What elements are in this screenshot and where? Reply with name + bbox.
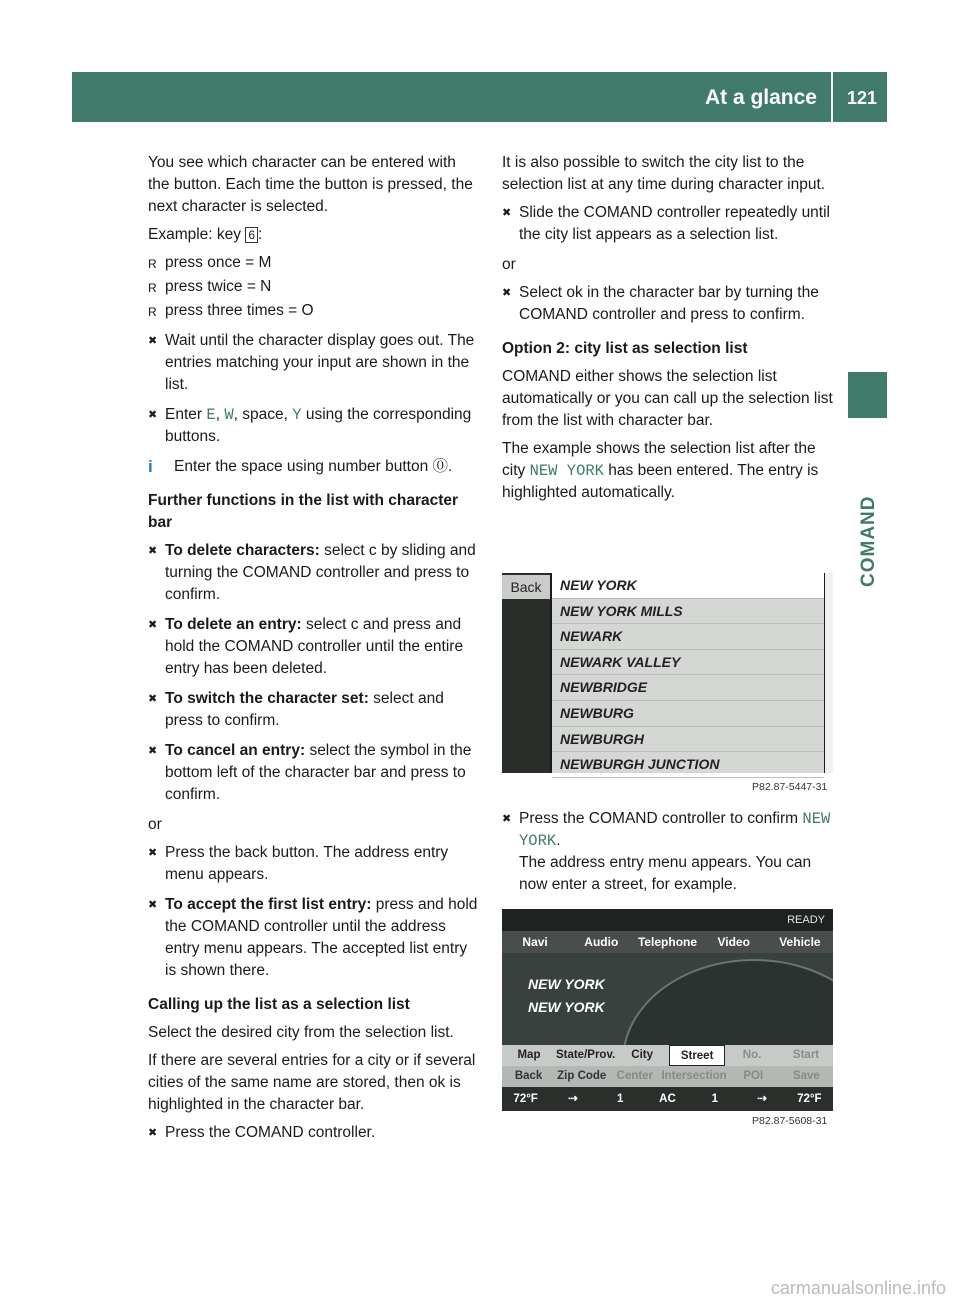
menu-intersection[interactable]: Intersection: [661, 1070, 727, 1082]
key-6-icon: 6: [245, 227, 258, 243]
body-text: Select the desired city from the selection list.: [148, 1024, 454, 1041]
step-wait: ✖ Wait until the character display goes out. The entries matching your input are shown in the list.: [148, 330, 481, 396]
menu-street[interactable]: Street: [669, 1045, 725, 1066]
section-title: At a glance: [704, 86, 817, 109]
main-menu: [502, 931, 833, 953]
step-switch-set: ✖ To switch the character set: select and press to confirm.: [148, 688, 481, 732]
map-area: [502, 953, 833, 1045]
step-accept: ✖ To accept the first list entry: press and hold the COMAND controller until the address entry menu appears. The accepted list entry is shown there.: [148, 894, 481, 982]
right-column-lower: [502, 808, 834, 904]
step-confirm: ✖ Press the COMAND controller to confirm NEW YORK. The address entry menu appears. You can now enter a street, for example.: [502, 808, 834, 896]
list-item[interactable]: NEWARK: [552, 624, 824, 650]
figure-caption: P82.87-5447-31: [752, 781, 828, 793]
right-column: [502, 152, 834, 510]
list-item: R press once = M: [148, 252, 481, 274]
section-heading: Option 2: city list as selection list: [502, 340, 748, 357]
temp-right: 72°F: [797, 1093, 822, 1105]
page-header: [72, 72, 887, 122]
menu-zip[interactable]: Zip Code: [557, 1070, 607, 1082]
list-item: R press three times = O: [148, 300, 481, 322]
page-number: 121: [846, 88, 877, 108]
intro-text: You see which character can be entered with the button. Each time the button is pressed, the next character is selected.: [148, 154, 473, 215]
side-tab: [848, 372, 887, 418]
city-list-screen: [502, 573, 833, 773]
or-text: or: [502, 256, 516, 273]
list-item[interactable]: NEW YORK MILLS: [552, 599, 824, 625]
list-item[interactable]: NEW YORK: [552, 573, 824, 599]
destination-city: NEW YORK: [528, 976, 605, 992]
menu-state[interactable]: State/Prov.: [555, 1049, 616, 1061]
list-item[interactable]: NEWBURGH JUNCTION: [552, 752, 824, 778]
menu-audio[interactable]: Audio: [584, 935, 619, 949]
list-item[interactable]: NEWBURGH: [552, 727, 824, 753]
or-text: or: [148, 816, 162, 833]
back-button[interactable]: Back: [502, 575, 550, 599]
body-text: It is also possible to switch the city list to the selection list at any time during character input.: [502, 154, 826, 193]
city-list: [552, 573, 824, 773]
body-text: COMAND either shows the selection list automatically or you can call up the selection list from the list with character bar.: [502, 368, 833, 429]
menu-number[interactable]: No.: [742, 1049, 762, 1061]
fan-right: 1: [711, 1093, 718, 1105]
left-column: [148, 152, 481, 1152]
step-select-ok: ✖ Select ok in the character bar by turning the COMAND controller and press to confirm.: [502, 282, 834, 326]
menu-video[interactable]: Video: [717, 935, 750, 949]
status-bar: READY: [502, 909, 833, 931]
step-press: ✖ Press the COMAND controller.: [148, 1122, 481, 1144]
section-heading: Calling up the list as a selection list: [148, 996, 410, 1013]
section-heading: Further functions in the list with character bar: [148, 492, 459, 531]
step-cancel: ✖ To cancel an entry: select the symbol in the bottom left of the character bar and press to confirm.: [148, 740, 481, 806]
compass-icon: [622, 959, 833, 1045]
menu-center[interactable]: Center: [616, 1070, 654, 1082]
example-line: Example: key 6 :: [148, 226, 263, 243]
temp-left: 72°F: [513, 1093, 538, 1105]
destination-city: NEW YORK: [528, 999, 605, 1015]
sub-menu: [502, 1066, 833, 1087]
step-back: ✖ Press the back button. The address entry menu appears.: [148, 842, 481, 886]
footer: carmanualsonline.info: [770, 1278, 946, 1298]
step-delete-entry: ✖ To delete an entry: select c and press and hold the COMAND controller until the entire entry has been deleted.: [148, 614, 481, 680]
body-text: The example shows the selection list after the city NEW YORK has been entered. The entry is highlighted automatically.: [502, 440, 819, 501]
airflow-icon: ⇢: [568, 1093, 578, 1105]
figure-caption: P82.87-5608-31: [752, 1115, 828, 1127]
header-divider: [831, 72, 833, 122]
step-enter: ✖ Enter E, W, space, Y using the corresponding buttons.: [148, 404, 481, 448]
fan-left: 1: [617, 1093, 624, 1105]
body-text: If there are several entries for a city or if several cities of the same name are stored, then ok is highlighted in the character bar.: [148, 1052, 476, 1113]
list-item[interactable]: NEWBRIDGE: [552, 675, 824, 701]
menu-telephone[interactable]: Telephone: [637, 935, 698, 949]
menu-poi[interactable]: POI: [743, 1070, 764, 1082]
menu-navi[interactable]: Navi: [522, 935, 548, 949]
menu-city[interactable]: City: [631, 1049, 654, 1061]
nav-screen: [502, 909, 833, 1111]
menu-vehicle[interactable]: Vehicle: [779, 935, 821, 949]
address-menu: [502, 1045, 833, 1066]
menu-save[interactable]: Save: [792, 1070, 820, 1082]
ac-label: AC: [659, 1093, 676, 1105]
scrollbar[interactable]: [825, 573, 833, 773]
step-delete-characters: ✖ To delete characters: select c by sliding and turning the COMAND controller and press to confirm.: [148, 540, 481, 606]
step-slide: ✖ Slide the COMAND controller repeatedly until the city list appears as a selection list.: [502, 202, 834, 246]
menu-map[interactable]: Map: [517, 1049, 541, 1061]
menu-back[interactable]: Back: [514, 1070, 543, 1082]
list-item[interactable]: NEWBURG: [552, 701, 824, 727]
info-note: i Enter the space using number button ⓪.: [148, 457, 453, 476]
info-icon: i: [148, 457, 153, 476]
airflow-icon: ⇢: [757, 1093, 767, 1105]
climate-bar: [502, 1087, 833, 1111]
list-item: R press twice = N: [148, 276, 481, 298]
list-item[interactable]: NEWARK VALLEY: [552, 650, 824, 676]
menu-start[interactable]: Start: [792, 1049, 820, 1061]
side-label: COMAND: [858, 495, 879, 587]
